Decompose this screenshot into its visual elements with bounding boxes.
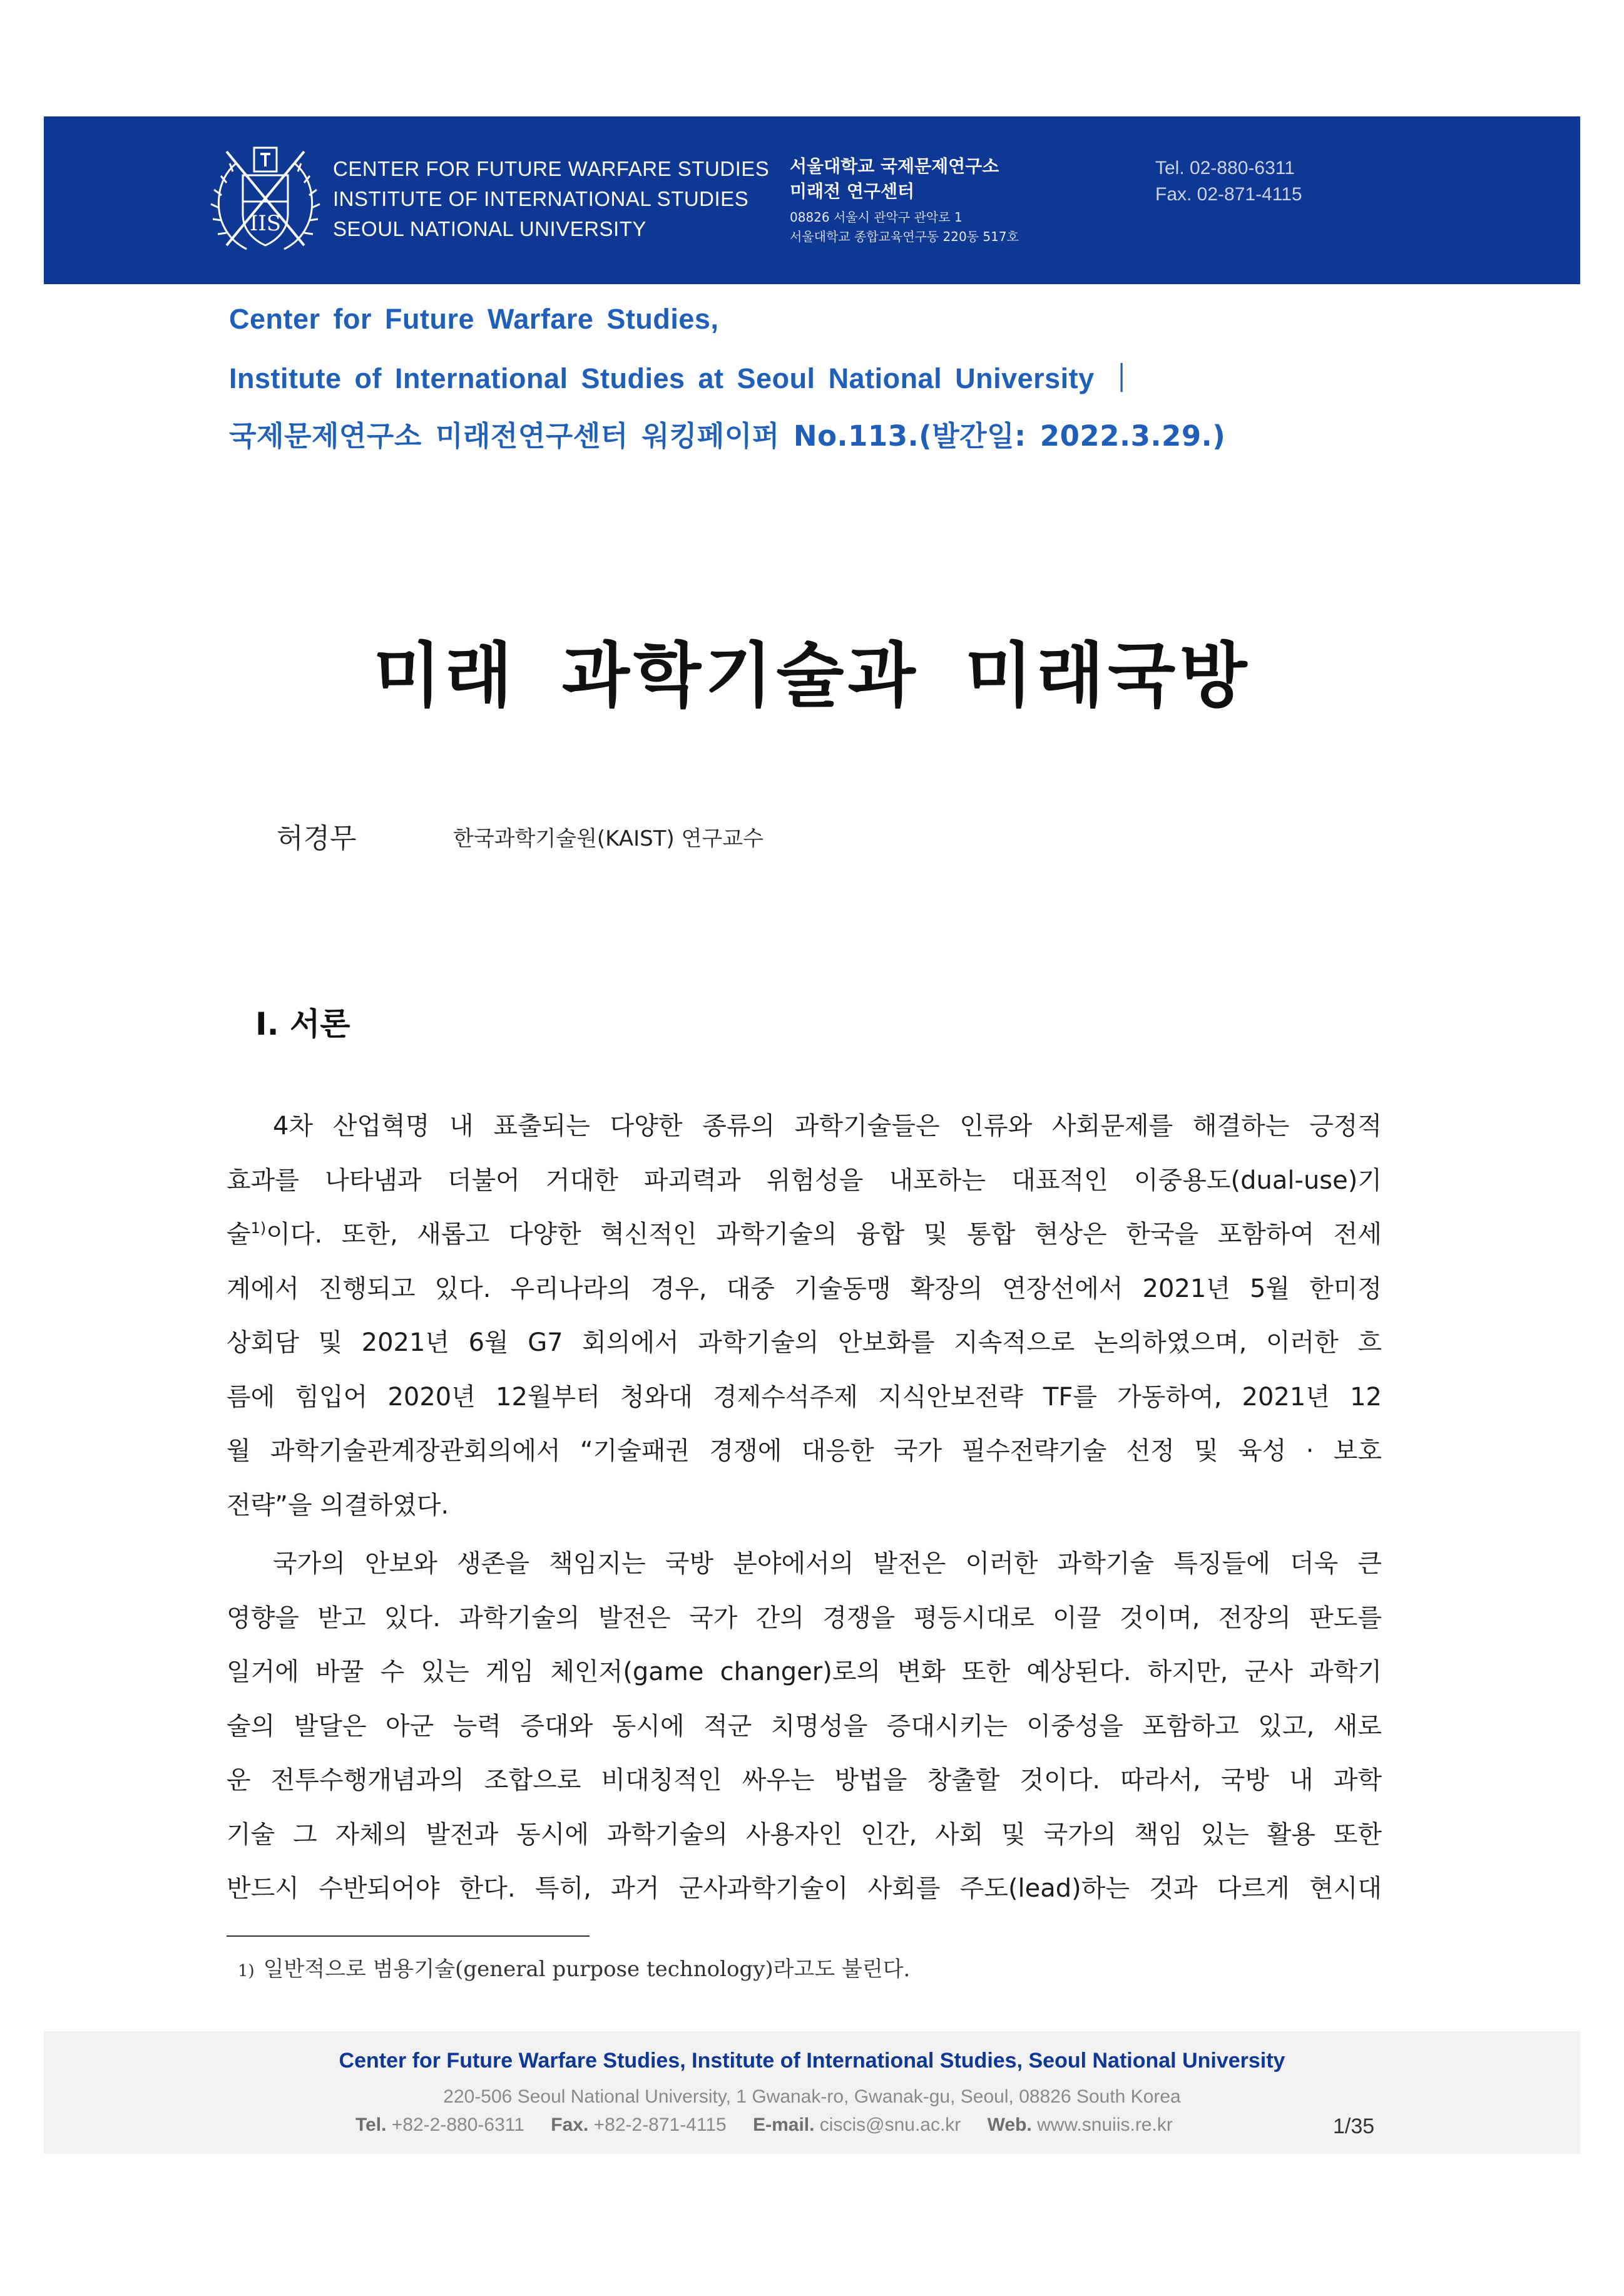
header-kr-address-1: 08826 서울시 관악구 관악로 1 (790, 210, 963, 225)
footer-contact (355, 2114, 1173, 2136)
footnote-mark: 1) (238, 1962, 255, 1981)
series-line-2: Institute of International Studies at Seoul National University ｜ (229, 362, 1136, 394)
paragraph-1-line: 효과를 나타냄과 더불어 거대한 파괴력과 위험성을 내포하는 대표적인 이중용도(dual-use)기 (227, 1166, 1382, 1195)
footer-tel-label: Tel. (355, 2114, 387, 2135)
seal-emblem-icon (208, 139, 323, 262)
paragraph-1 (227, 1099, 1382, 1532)
header-band (44, 116, 1580, 284)
paragraph-1-line: 월 과학기술관계장관회의에서 “기술패권 경쟁에 대응한 국가 필수전략기술 선정 및 육성 · 보호 (227, 1437, 1382, 1465)
header-fax: Fax. 02-871-4115 (1155, 184, 1302, 205)
series-line-3: 국제문제연구소 미래전연구센터 워킹페이퍼 No.113.(발간일: 2022.3.29.) (229, 419, 1226, 453)
paragraph-2-line: 술의 발달은 아군 능력 증대와 동시에 적군 치명성을 증대시키는 이중성을 포함하고 있고, 새로 (227, 1711, 1382, 1741)
author-affiliation: 한국과학기술원(KAIST) 연구교수 (453, 826, 763, 851)
footer-fax: +82-2-871-4115 (593, 2114, 727, 2135)
line-prefix: 술 (227, 1220, 251, 1249)
paragraph-1-line (227, 1207, 1382, 1262)
header-kr-address (790, 208, 1019, 247)
paragraph-2-line: 국가의 안보와 생존을 책임지는 국방 분야에서의 발전은 이러한 과학기술 특징들에 더욱 큰 (273, 1549, 1382, 1578)
header-en-line-3: SEOUL NATIONAL UNIVERSITY (333, 217, 646, 240)
footer-web[interactable]: www.snuiis.re.kr (1037, 2114, 1173, 2135)
footer-tel: +82-2-880-6311 (391, 2114, 524, 2135)
footer-institution: Center for Future Warfare Studies, Institute of International Studies, Seoul National University (339, 2049, 1285, 2073)
document-title: 미래 과학기술과 미래국방 (373, 635, 1251, 717)
header-en-line-2: INSTITUTE OF INTERNATIONAL STUDIES (333, 187, 749, 210)
footer-email-label: E-mail. (753, 2114, 815, 2135)
paragraph-1-line: 름에 힘입어 2020년 12월부터 청와대 경제수석주제 지식안보전략 TF를 가동하여, 2021년 12 (227, 1382, 1382, 1412)
paragraph-2-line: 운 전투수행개념과의 조합으로 비대칭적인 싸우는 방법을 창출할 것이다. 따라서, 국방 내 과학 (227, 1766, 1382, 1795)
header-korean-names (790, 154, 1019, 247)
header-kr-line-1: 서울대학교 국제문제연구소 (790, 156, 999, 177)
paragraph-1-line: 전략”을 의결하였다. (227, 1490, 449, 1520)
paragraph-2-line: 반드시 수반되어야 한다. 특히, 과거 군사과학기술이 사회를 주도(lead)하는 것과 다르게 현시대 (227, 1874, 1382, 1903)
header-en-line-1: CENTER FOR FUTURE WARFARE STUDIES (333, 157, 770, 180)
author-name: 허경무 (277, 823, 357, 854)
footer-email[interactable]: ciscis@snu.ac.kr (819, 2114, 961, 2135)
paragraph-2-line: 일거에 바꿀 수 있는 게임 체인저(game changer)로의 변화 또한 예상된다. 하지만, 군사 과학기 (227, 1658, 1382, 1686)
header-tel: Tel. 02-880-6311 (1155, 158, 1295, 178)
paragraph-2-line: 기술 그 자체의 발전과 동시에 과학기술의 사용자인 인간, 사회 및 국가의 책임 있는 활용 또한 (227, 1820, 1382, 1849)
line-rest: 이다. 또한, 새롭고 다양한 혁신적인 과학기술의 융합 및 통합 현상은 한국을 포함하여 전세 (266, 1220, 1382, 1249)
header-english-names (333, 154, 769, 244)
svg-text:IIS: IIS (249, 211, 282, 236)
footnote-ref[interactable]: 1) (250, 1219, 267, 1237)
paragraph-1-line: 4차 산업혁명 내 표출되는 다양한 종류의 과학기술들은 인류와 사회문제를 해결하는 긍정적 (273, 1112, 1382, 1140)
footer-band (44, 2031, 1580, 2154)
paragraph-1-line: 상회담 및 2021년 6월 G7 회의에서 과학기술의 안보화를 지속적으로 논의하였으며, 이러한 흐 (227, 1328, 1382, 1357)
series-line-1: Center for Future Warfare Studies, (229, 303, 719, 335)
footer-fax-label: Fax. (551, 2114, 589, 2135)
footnote-divider (227, 1935, 590, 1937)
paragraph-2 (227, 1537, 1382, 1916)
section-heading: I. 서론 (255, 1006, 350, 1042)
page-number: 1/35 (1333, 2114, 1375, 2138)
footer-address: 220-506 Seoul National University, 1 Gwanak-ro, Gwanak-gu, Seoul, 08826 South Korea (443, 2086, 1181, 2107)
footnote-text: 일반적으로 범용기술(general purpose technology)라고도 불린다. (263, 1957, 911, 1982)
header-contact (1155, 155, 1302, 208)
footnote (238, 1952, 910, 1982)
paragraph-1-line: 계에서 진행되고 있다. 우리나라의 경우, 대중 기술동맹 확장의 연장선에서 2021년 5월 한미정 (227, 1274, 1382, 1303)
header-kr-address-2: 서울대학교 종합교육연구동 220동 517호 (790, 229, 1019, 244)
header-kr-line-2: 미래전 연구센터 (790, 181, 915, 202)
footer-web-label: Web. (987, 2114, 1032, 2135)
paragraph-2-line: 영향을 받고 있다. 과학기술의 발전은 국가 간의 경쟁을 평등시대로 이끌 것이며, 전장의 판도를 (227, 1603, 1382, 1632)
